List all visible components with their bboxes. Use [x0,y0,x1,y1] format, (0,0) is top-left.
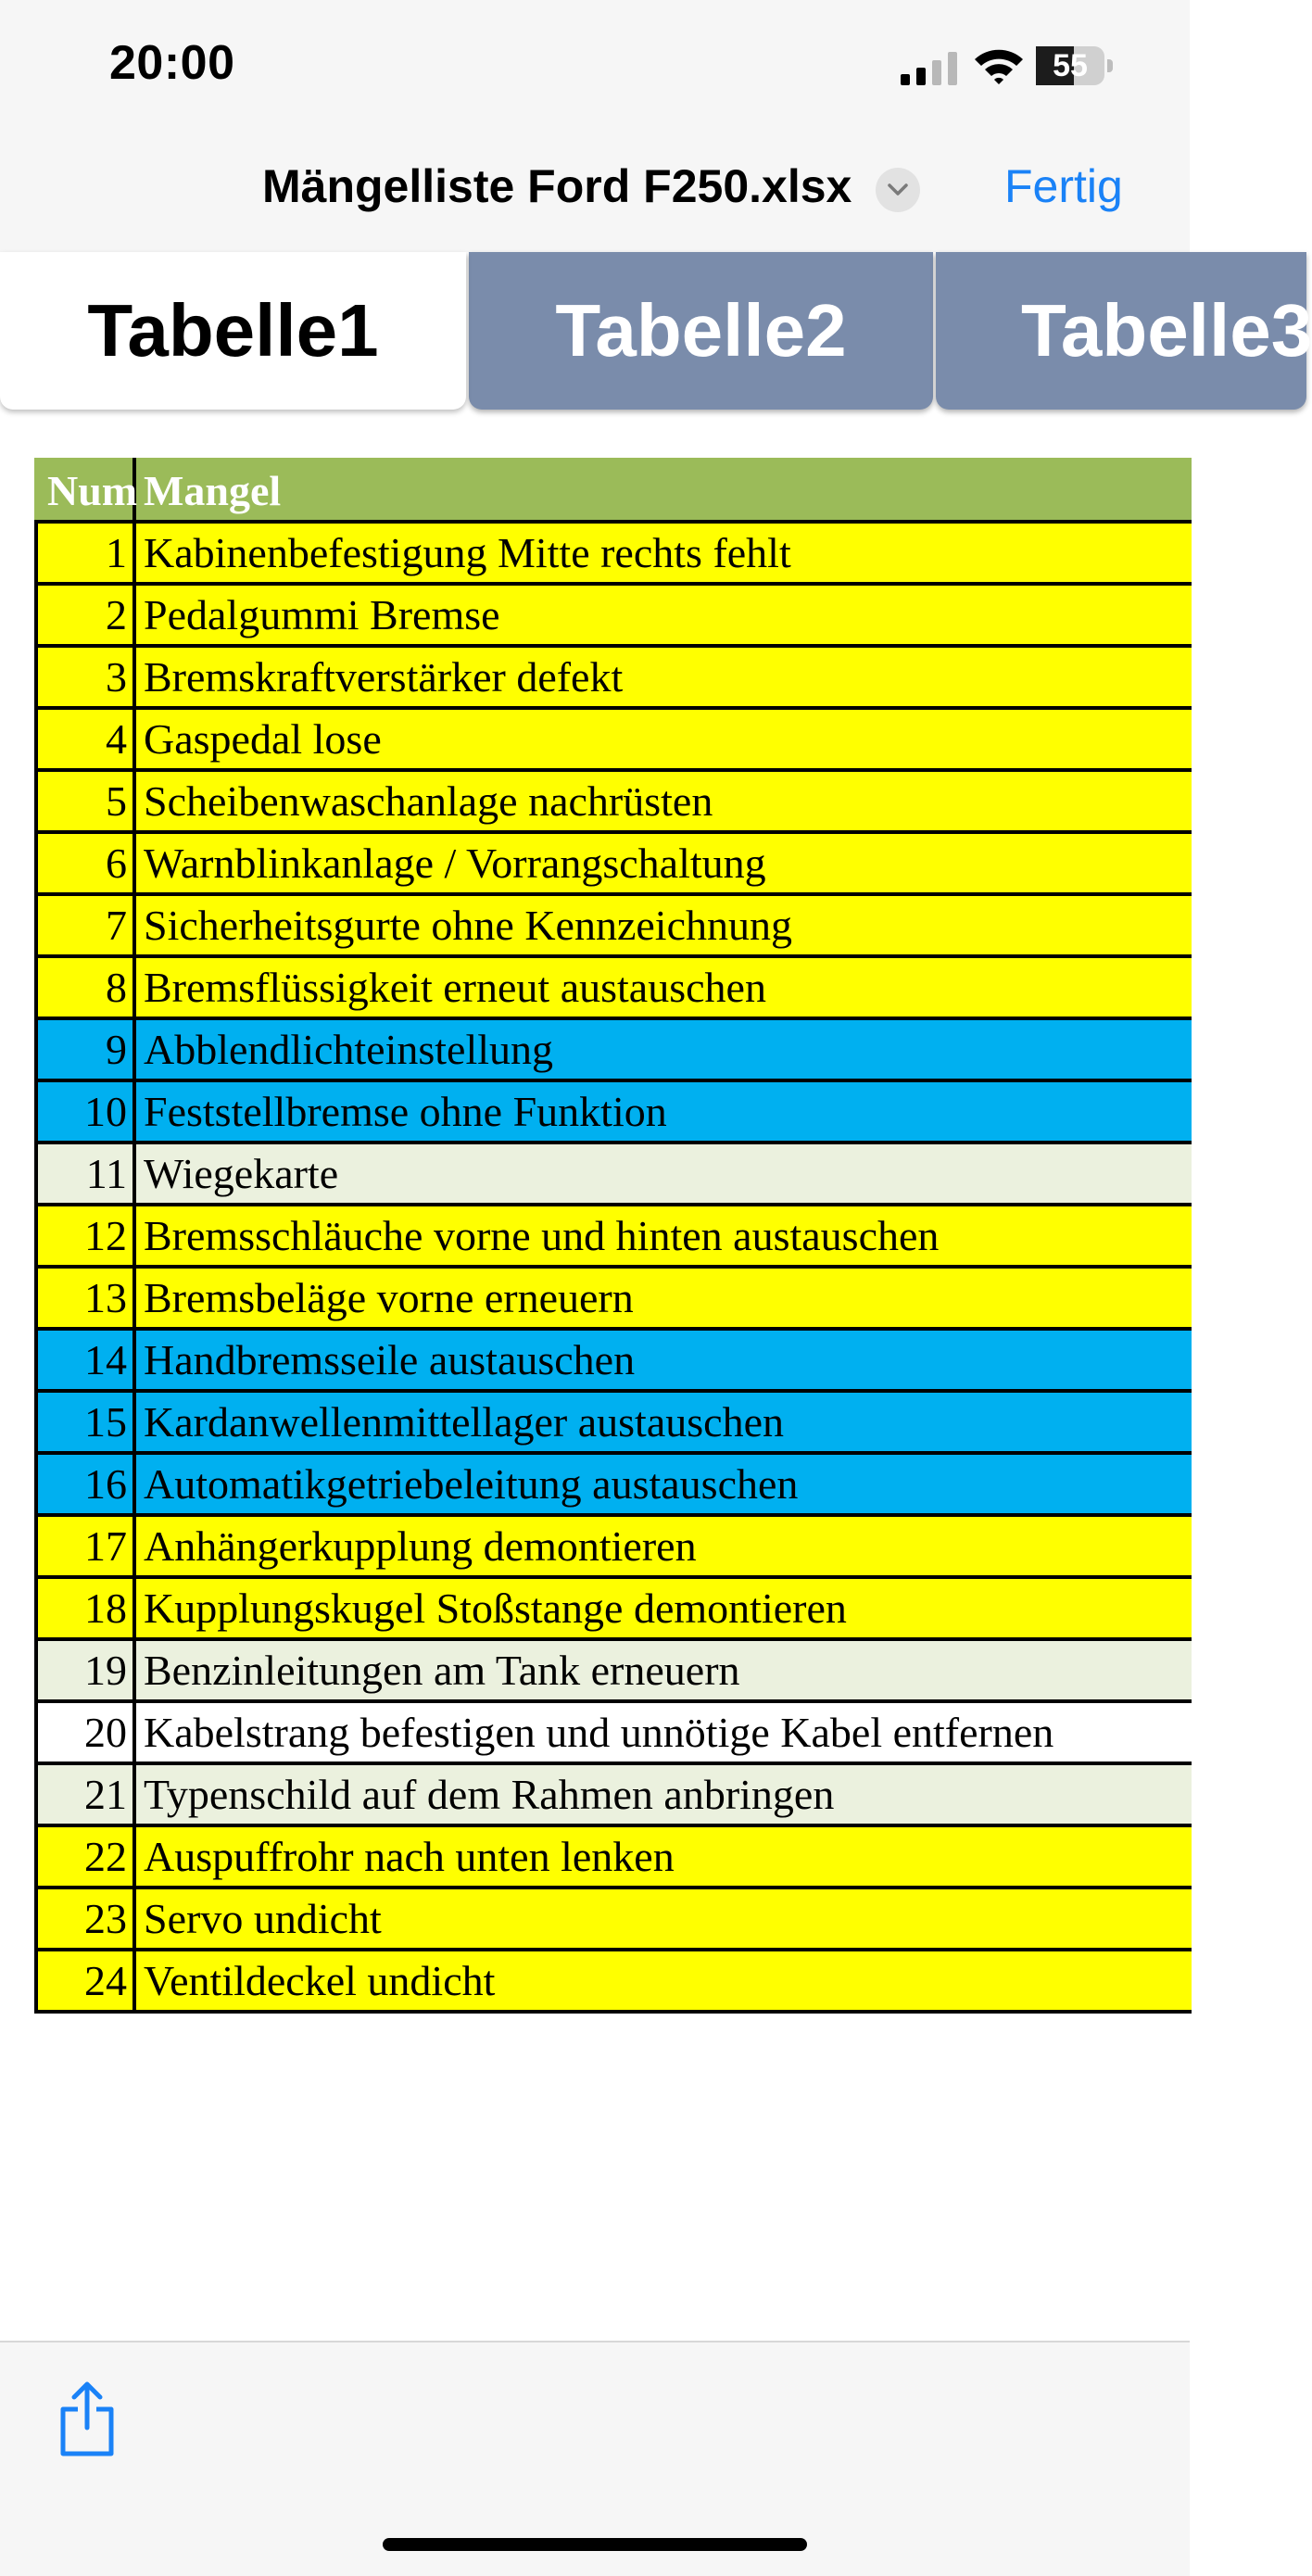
cell-num[interactable]: 3 [36,646,134,708]
table-row [36,1825,1192,1888]
home-indicator [383,2538,807,2551]
cell-num[interactable]: 7 [36,894,134,956]
cell-num[interactable]: 9 [36,1018,134,1080]
table-row [36,1763,1192,1825]
table-row [36,584,1192,646]
cell-num[interactable]: 11 [36,1143,134,1205]
cell-mangel[interactable]: Kabelstrang befestigen und unnötige Kabel entfernen [134,1701,1192,1763]
cell-num[interactable]: 1 [36,522,134,584]
cell-mangel[interactable]: Abblendlichteinstellung [134,1018,1192,1080]
cell-num[interactable]: 6 [36,832,134,894]
spreadsheet-table [34,458,1192,2014]
status-time: 20:00 [109,36,235,90]
cell-mangel[interactable]: Bremskraftverstärker defekt [134,646,1192,708]
table-row [36,1639,1192,1701]
table-row [36,956,1192,1018]
share-icon[interactable] [57,2380,117,2457]
cell-mangel[interactable]: Sicherheitsgurte ohne Kennzeichnung [134,894,1192,956]
cell-num[interactable]: 20 [36,1701,134,1763]
table-row [36,832,1192,894]
cell-mangel[interactable]: Handbremsseile austauschen [134,1329,1192,1391]
tab-tabelle1[interactable]: Tabelle1 [0,252,466,410]
battery-icon [1036,46,1114,85]
cell-num[interactable]: 19 [36,1639,134,1701]
cell-num[interactable]: 4 [36,708,134,770]
bottom-toolbar [0,2341,1190,2576]
cell-mangel[interactable]: Typenschild auf dem Rahmen anbringen [134,1763,1192,1825]
sheet-tab-bar [0,252,1312,417]
table-header-row [36,460,1192,522]
cell-mangel[interactable]: Auspuffrohr nach unten lenken [134,1825,1192,1888]
cell-mangel[interactable]: Scheibenwaschanlage nachrüsten [134,770,1192,832]
cell-num[interactable]: 13 [36,1267,134,1329]
table-row [36,708,1192,770]
table-row [36,1577,1192,1639]
cell-num[interactable]: 18 [36,1577,134,1639]
nav-bar [0,139,1190,252]
table-row [36,1205,1192,1267]
table-row [36,1515,1192,1577]
table-row [36,1888,1192,1950]
cell-mangel[interactable]: Wiegekarte [134,1143,1192,1205]
status-bar [0,0,1190,139]
column-header-num[interactable]: Num [36,460,134,522]
done-button[interactable]: Fertig [1004,160,1123,212]
cell-mangel[interactable]: Anhängerkupplung demontieren [134,1515,1192,1577]
cell-num[interactable]: 8 [36,956,134,1018]
cell-num[interactable]: 10 [36,1080,134,1143]
cell-num[interactable]: 22 [36,1825,134,1888]
cell-mangel[interactable]: Bremsbeläge vorne erneuern [134,1267,1192,1329]
table-row [36,1329,1192,1391]
table-row [36,1143,1192,1205]
table-row [36,1701,1192,1763]
cell-mangel[interactable]: Automatikgetriebeleitung austauschen [134,1453,1192,1515]
tab-tabelle2[interactable]: Tabelle2 [469,252,933,410]
chevron-down-icon[interactable] [876,168,920,212]
cell-num[interactable]: 2 [36,584,134,646]
cell-mangel[interactable]: Benzinleitungen am Tank erneuern [134,1639,1192,1701]
cell-num[interactable]: 15 [36,1391,134,1453]
table-row [36,1080,1192,1143]
cell-mangel[interactable]: Gaspedal lose [134,708,1192,770]
cell-mangel[interactable]: Bremsschläuche vorne und hinten austauschen [134,1205,1192,1267]
cell-mangel[interactable]: Feststellbremse ohne Funktion [134,1080,1192,1143]
table-row [36,1950,1192,2012]
table-row [36,1018,1192,1080]
cellular-signal-icon [901,52,960,85]
cell-mangel[interactable]: Warnblinkanlage / Vorrangschaltung [134,832,1192,894]
cell-num[interactable]: 21 [36,1763,134,1825]
wifi-icon [973,46,1025,85]
cell-mangel[interactable]: Kardanwellenmittellager austauschen [134,1391,1192,1453]
cell-num[interactable]: 16 [36,1453,134,1515]
cell-mangel[interactable]: Kupplungskugel Stoßstange demontieren [134,1577,1192,1639]
tab-tabelle3[interactable]: Tabelle3 [936,252,1306,410]
table-row [36,1391,1192,1453]
table-row [36,894,1192,956]
table-row [36,646,1192,708]
cell-mangel[interactable]: Bremsflüssigkeit erneut austauschen [134,956,1192,1018]
document-title[interactable]: Mängelliste Ford F250.xlsx [262,160,852,212]
cell-num[interactable]: 12 [36,1205,134,1267]
cell-num[interactable]: 17 [36,1515,134,1577]
table-row [36,522,1192,584]
battery-level: 55 [1053,48,1088,83]
cell-num[interactable]: 14 [36,1329,134,1391]
cell-mangel[interactable]: Ventildeckel undicht [134,1950,1192,2012]
cell-num[interactable]: 23 [36,1888,134,1950]
cell-num[interactable]: 24 [36,1950,134,2012]
cell-mangel[interactable]: Kabinenbefestigung Mitte rechts fehlt [134,522,1192,584]
column-header-mangel[interactable]: Mangel [134,460,1192,522]
cell-mangel[interactable]: Pedalgummi Bremse [134,584,1192,646]
table-row [36,1267,1192,1329]
cell-num[interactable]: 5 [36,770,134,832]
table-row [36,1453,1192,1515]
cell-mangel[interactable]: Servo undicht [134,1888,1192,1950]
table-row [36,770,1192,832]
